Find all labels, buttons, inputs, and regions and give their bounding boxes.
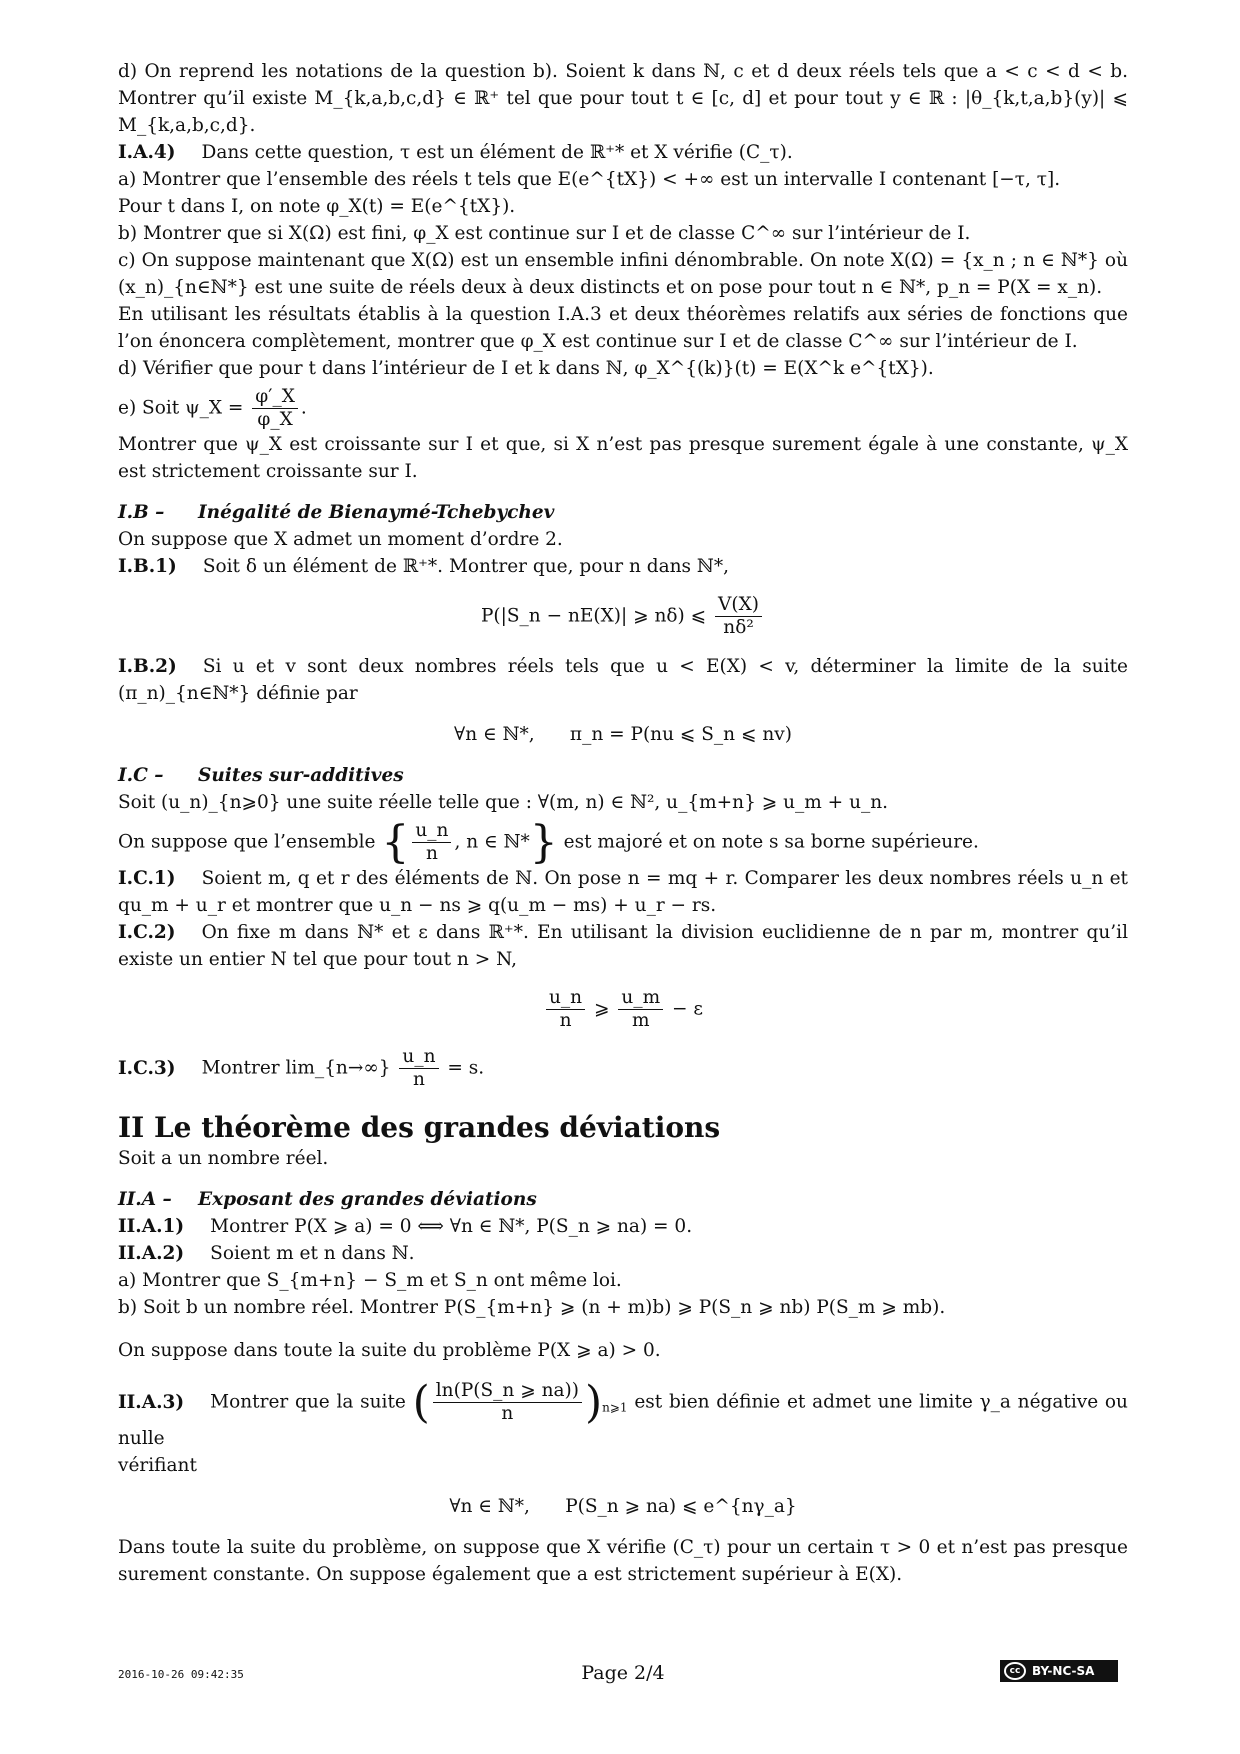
question-IA4e-cont: Montrer que ψ_X est croissante sur I et que, si X n’est pas presque surement égale à une constante, ψ_X est strictement croissante sur I.: [118, 434, 1128, 482]
question-text: est bien définie et admet une limite γ_a négative ou nulle: [118, 1391, 1128, 1449]
fraction: [412, 820, 451, 865]
denominator: φ_X: [257, 409, 293, 430]
numerator: u_n: [399, 1046, 438, 1069]
denominator: n: [501, 1403, 514, 1424]
brace-left: {: [381, 817, 410, 868]
question-text: Soit δ un élément de ℝ⁺*. Montrer que, pour n dans ℕ*,: [202, 556, 729, 577]
brace-right: }: [529, 817, 558, 868]
numerator: u_m: [618, 987, 663, 1010]
question-text: Soient m et n dans ℕ.: [210, 1243, 415, 1264]
display-equation: ∀n ∈ ℕ*, π_n = P(nu ⩽ S_n ⩽ nv): [454, 724, 792, 745]
relation: ⩾: [594, 998, 610, 1020]
fraction: [433, 1380, 582, 1425]
question-IA4b: b) Montrer que si X(Ω) est fini, φ_X est continue sur I et de classe C^∞ sur l’intérieur de I.: [118, 223, 971, 244]
question-text: Montrer P(X ⩾ a) = 0 ⟺ ∀n ∈ ℕ*, P(S_n ⩾ na) = 0.: [210, 1216, 693, 1237]
question-label: I.A.4): [118, 142, 176, 163]
section-heading-IC: [118, 762, 1128, 789]
text: est majoré et on note s sa borne supérieure.: [563, 831, 979, 853]
page-footer: [118, 1660, 1128, 1690]
fraction: [618, 987, 663, 1032]
paren-right: ): [584, 1377, 603, 1428]
fraction: [252, 386, 298, 431]
question-IIA2a: a) Montrer que S_{m+n} − S_m et S_n ont même loi.: [118, 1270, 622, 1291]
question-IB2: [118, 653, 1128, 707]
display-equation: [118, 987, 1128, 1032]
set-condition: , n ∈ ℕ*: [454, 831, 530, 853]
assumption-note: On suppose dans toute la suite du problème P(X ⩾ a) > 0.: [118, 1340, 661, 1361]
denominator: m: [631, 1010, 650, 1031]
question-IA4c: c) On suppose maintenant que X(Ω) est un ensemble infini dénombrable. On note X(Ω) = {x_n ; n ∈ ℕ*} où (x_n)_{n∈ℕ*} est une suite de réels deux à deux distincts et on pose pour tout n ∈ ℕ*, p_n = P(X = x_n).: [118, 250, 1128, 298]
question-IA4a-def: Pour t dans I, on note φ_X(t) = E(e^{tX}).: [118, 196, 516, 217]
section-intro-2: [118, 817, 1128, 868]
part-intro: Soit a un nombre réel.: [118, 1148, 329, 1169]
question-label: I.B.1): [118, 556, 177, 577]
denominator: n: [425, 843, 438, 864]
question-IA4e: e) Soit ψ_X = $\frac{\varphi'\_X}{\varphi\_X}$ .: [118, 386, 307, 430]
question-text: Si u et v sont deux nombres réels tels que u < E(X) < v, déterminer la limite de la suite (π_n)_{n∈ℕ*} définie par: [118, 656, 1128, 704]
question-IA4c-cont: En utilisant les résultats établis à la question I.A.3 et deux théorèmes relatifs aux séries de fonctions que l’on énoncera complètement, montrer que φ_X est continue sur I et de classe C^∞ sur l’intérieur de I.: [118, 304, 1128, 352]
numerator: V(X): [715, 594, 762, 617]
paren-left: (: [412, 1377, 430, 1428]
numerator: u_n: [546, 987, 585, 1010]
numerator: φ′_X: [252, 386, 298, 409]
question-IIA3-cont: vérifiant: [118, 1455, 197, 1476]
fraction: [546, 987, 585, 1032]
license-text: BY-NC-SA: [1032, 1664, 1095, 1678]
question-label: II.A.1): [118, 1216, 185, 1237]
question-IB1: [118, 553, 1128, 580]
section-title: Inégalité de Bienaymé-Tchebychev: [198, 502, 555, 523]
sequence-index: n⩾1: [602, 1400, 628, 1415]
question-text: On fixe m dans ℕ* et ε dans ℝ⁺*. En utilisant la division euclidienne de n par m, montrer qu’il existe un entier N tel que pour tout n > N,: [118, 922, 1128, 970]
denominator: n: [559, 1010, 572, 1031]
section-heading-IIA: [118, 1186, 1128, 1213]
page-number: Page 2/4: [581, 1662, 665, 1684]
fraction: [715, 594, 762, 639]
license-badge: [1000, 1660, 1118, 1682]
document-body: [118, 58, 1128, 1588]
question-text: Dans cette question, τ est un élément de ℝ⁺* et X vérifie (C_τ).: [201, 142, 793, 163]
question-label: II.A.3): [118, 1391, 185, 1413]
question-text: e) Soit ψ_X =: [118, 397, 244, 419]
section-title: Exposant des grandes déviations: [198, 1189, 537, 1210]
question-IA4: [118, 139, 1128, 166]
section-heading-IB: [118, 499, 1128, 526]
final-paragraph: Dans toute la suite du problème, on suppose que X vérifie (C_τ) pour un certain τ > 0 et n’est pas presque surement constante. On suppose également que a est strictement supérieur à E(X).: [118, 1537, 1128, 1585]
question-text: Montrer lim_{n→∞}: [201, 1057, 391, 1079]
section-intro: Soit (u_n)_{n⩾0} une suite réelle telle que : ∀(m, n) ∈ ℕ², u_{m+n} ⩾ u_m + u_n.: [118, 792, 889, 813]
fraction: [399, 1046, 438, 1091]
section-number: I.B –: [118, 502, 165, 523]
numerator: u_n: [412, 820, 451, 843]
question-label: I.C.3): [118, 1057, 176, 1079]
display-equation: ∀n ∈ ℕ*, P(S_n ⩾ na) ⩽ e^{nγ_a}: [449, 1496, 797, 1517]
question-IIA3: [118, 1377, 1128, 1452]
denominator: nδ²: [723, 617, 754, 638]
text: On suppose que l’ensemble: [118, 831, 376, 853]
question-label: I.C.1): [118, 868, 176, 889]
equation-tail: = s.: [447, 1057, 485, 1079]
question-label: I.C.2): [118, 922, 176, 943]
question-IIA2: [118, 1240, 1128, 1267]
question-IC2: [118, 919, 1128, 973]
section-number: II.A –: [118, 1189, 172, 1210]
numerator: ln(P(S_n ⩾ na)): [433, 1380, 582, 1403]
question-d-paragraph: d) On reprend les notations de la question b). Soient k dans ℕ, c et d deux réels tels que a < c < d < b. Montrer qu’il existe M_{k,a,b,c,d} ∈ ℝ⁺ tel que pour tout t ∈ [c, d] et pour tout y ∈ ℝ : |θ_{k,t,a,b}(y)| ⩽ M_{k,a,b,c,d}.: [118, 61, 1128, 136]
cc-icon: cc: [1004, 1662, 1026, 1680]
question-label: I.B.2): [118, 656, 177, 677]
equation-tail: − ε: [672, 998, 703, 1020]
part-title: II Le théorème des grandes déviations: [118, 1111, 721, 1144]
section-title: Suites sur-additives: [198, 765, 404, 786]
question-IIA1: [118, 1213, 1128, 1240]
question-IC1: [118, 865, 1128, 919]
display-equation: [118, 594, 1128, 639]
question-text: Soient m, q et r des éléments de ℕ. On pose n = mq + r. Comparer les deux nombres réels u_n et qu_m + u_r et montrer que u_n − ns ⩾ q(u_m − ms) + u_r − rs.: [118, 868, 1128, 916]
question-IA4a: a) Montrer que l’ensemble des réels t tels que E(e^{tX}) < +∞ est un intervalle I contenant [−τ, τ].: [118, 169, 1061, 190]
question-IIA2b: b) Soit b un nombre réel. Montrer P(S_{m+n} ⩾ (n + m)b) ⩾ P(S_n ⩾ nb) P(S_m ⩾ mb).: [118, 1297, 946, 1318]
question-label: II.A.2): [118, 1243, 185, 1264]
question-IC3: [118, 1046, 1128, 1091]
section-intro: On suppose que X admet un moment d’ordre 2.: [118, 529, 563, 550]
question-IA4d: d) Vérifier que pour t dans l’intérieur de I et k dans ℕ, φ_X^{(k)}(t) = E(X^k e^{tX}).: [118, 358, 934, 379]
denominator: n: [412, 1069, 425, 1090]
equation-lhs: P(|S_n − nE(X)| ⩾ nδ) ⩽: [480, 605, 707, 627]
question-text: Montrer que la suite: [210, 1391, 406, 1413]
timestamp: 2016-10-26 09:42:35: [118, 1668, 244, 1681]
section-number: I.C –: [118, 765, 164, 786]
